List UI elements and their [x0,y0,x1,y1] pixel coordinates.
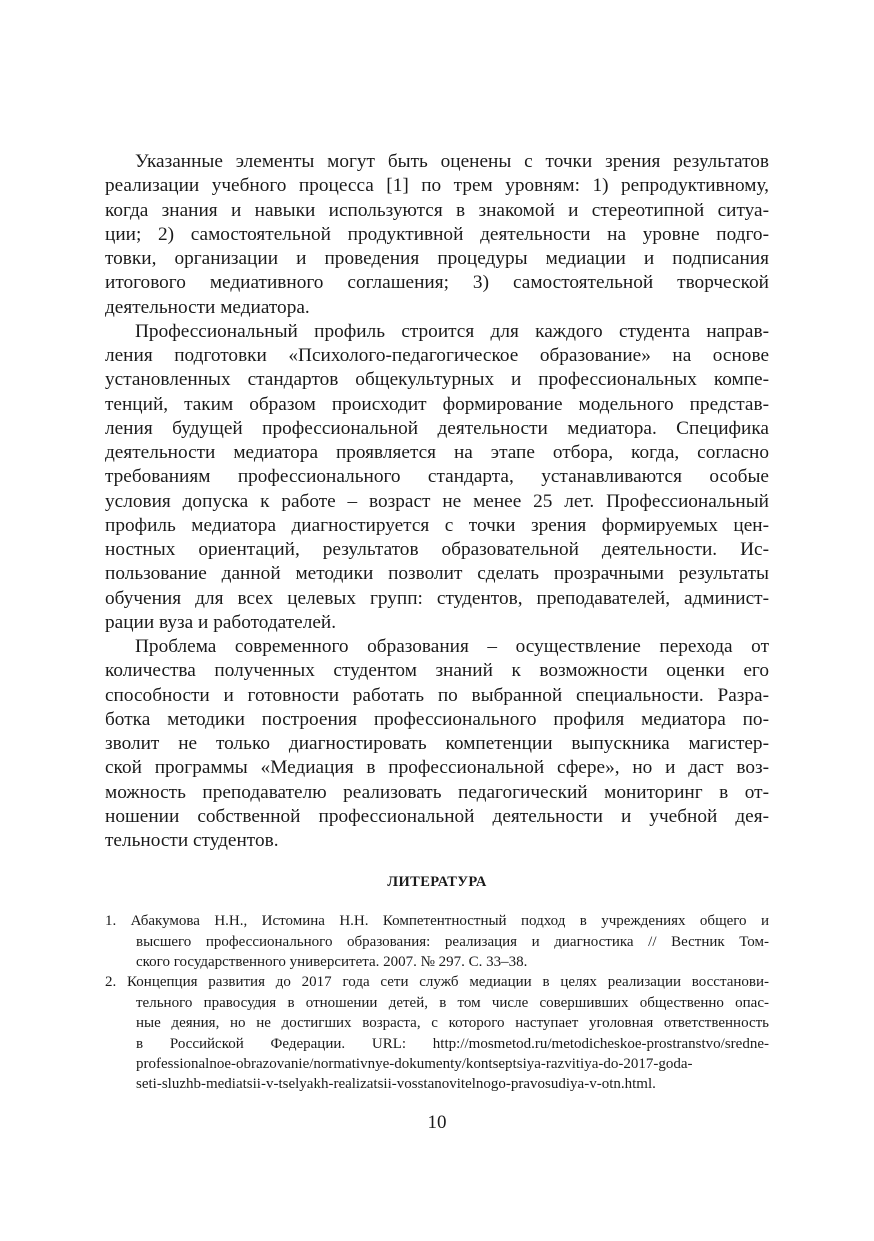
text-line: Проблема современного образования – осуществление перехода от [135,636,769,657]
text-line: ления будущей профессиональной деятельности медиатора. Специфика [105,417,769,439]
references-heading: ЛИТЕРАТУРА [387,874,487,891]
reference-line: тельного правосудия в отношении детей, в том числе совершивших общественно опас- [136,994,769,1011]
text-line: ской программы «Медиация в профессиональной сфере», но и даст воз- [105,757,769,779]
text-line: итогового медиативного соглашения; 3) самостоятельной творческой [105,272,769,294]
text-line: количества полученных студентом знаний к возможности оценки его [105,660,769,682]
text-line: когда знания и навыки используются в знакомой и стереотипной ситуа- [105,199,769,221]
references-list [105,911,769,1095]
text-line: ностных ориентаций, результатов образовательной деятельности. Ис- [105,539,769,560]
text-line: пользование данной методики позволит сделать прозрачными результаты [105,563,769,585]
reference-line: ные деяния, но не достигших возраста, с которого наступает уголовная ответственность [136,1015,769,1032]
paragraph-education-problem [105,635,769,853]
reference-line: professionalnoe-obrazovanie/normativnye-dokumenty/kontseptsiya-razvitiya-do-2017-goda- [136,1055,693,1072]
page-number: 10 [427,1112,447,1133]
paragraph-levels [105,150,769,320]
reference-line: в Российской Федерации. URL: http://mosmetod.ru/metodicheskoe-prostranstvo/sredne- [136,1035,769,1052]
reference-line: ского государственного университета. 2007. № 297. С. 33–38. [136,954,528,971]
text-line: тенций, таким образом происходит формирование модельного представ- [105,393,769,415]
text-line: ции; 2) самостоятельной продуктивной деятельности на уровне подго- [105,223,769,245]
text-line: деятельности медиатора проявляется на этапе отбора, когда, согласно [105,442,769,463]
text-line: Указанные элементы могут быть оценены с точки зрения результатов [135,151,769,172]
text-line: зволит не только диагностировать компетенции выпускника магистер- [105,733,769,754]
reference-item [105,972,769,1094]
text-line: ления подготовки «Психолого-педагогическое образование» на основе [105,345,769,366]
page-body [105,150,769,1095]
text-line: рации вуза и работодателей. [105,611,337,633]
reference-line: высшего профессионального образования: реализация и диагностика // Вестник Том- [136,933,769,950]
text-line: ботка методики построения профессионального профиля медиатора по- [105,708,769,730]
text-line: реализации учебного процесса [1] по трем уровням: 1) репродуктивному, [105,175,769,197]
reference-line: 1. Абакумова Н.Н., Истомина Н.Н. Компетентностный подход в учреждениях общего и [105,913,769,930]
text-line: Профессиональный профиль строится для каждого студента направ- [135,320,769,342]
reference-item [105,911,769,972]
text-line: профиль медиатора диагностируется с точки зрения формируемых цен- [105,514,769,536]
text-line: тельности студентов. [105,830,279,851]
text-line: условия допуска к работе – возраст не менее 25 лет. Профессиональный [105,490,769,512]
reference-line: seti-sluzhb-mediatsii-v-tselyakh-realizatsii-vosstanovitelnogo-pravosudiya-v-otn.html. [136,1076,656,1093]
text-line: требованиям профессионального стандарта, устанавливаются особые [105,466,769,488]
reference-line: 2. Концепция развития до 2017 года сети служб медиации в целях реализации восстанови- [105,974,769,991]
text-line: ношении собственной профессиональной деятельности и учебной дея- [105,805,769,827]
paragraph-professional-profile [105,320,769,635]
text-line: установленных стандартов общекультурных и профессиональных компе- [105,369,769,391]
text-line: деятельности медиатора. [105,296,310,318]
text-line: способности и готовности работать по выбранной специальности. Разра- [105,684,769,706]
text-line: товки, организации и проведения процедуры медиации и подписания [105,248,769,269]
text-line: можность преподавателю реализовать педагогический мониторинг в от- [105,781,769,803]
text-line: обучения для всех целевых групп: студентов, преподавателей, админист- [105,587,769,609]
